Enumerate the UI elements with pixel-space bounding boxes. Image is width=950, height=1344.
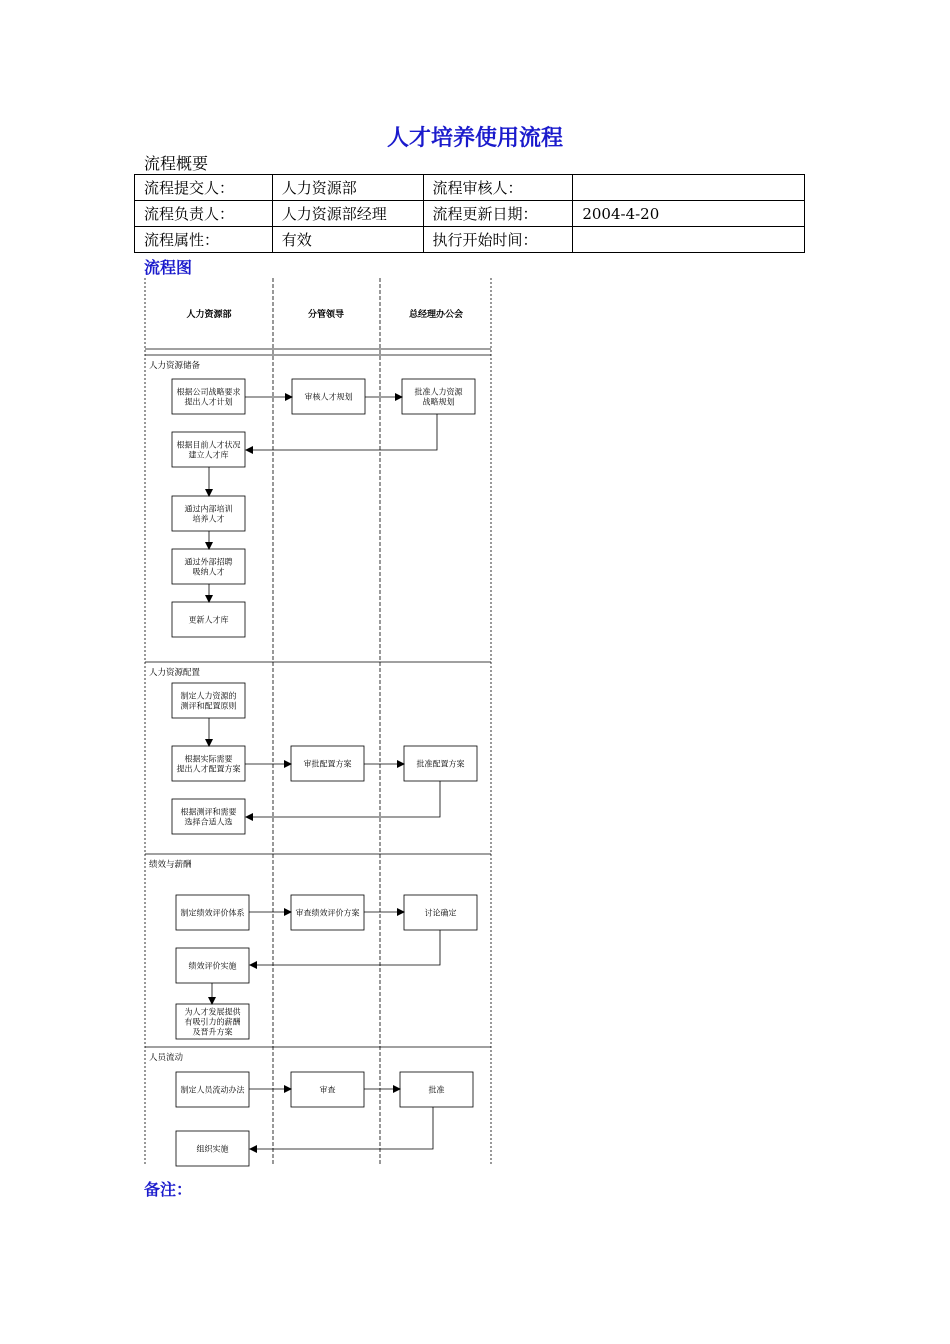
process-box — [172, 746, 245, 781]
section-label: 人力资源配置 — [149, 668, 201, 678]
process-box-text: 通过外部招聘 — [184, 557, 233, 567]
process-box-text: 战略规划 — [422, 397, 455, 407]
process-box — [172, 683, 245, 718]
process-box-text: 吸纳人才 — [192, 567, 225, 577]
process-box — [172, 379, 245, 414]
table-cell: 流程更新日期： — [423, 201, 573, 227]
table-cell: 流程审核人： — [423, 175, 573, 201]
process-box-text: 根据公司战略要求 — [176, 387, 241, 397]
table-cell: 执行开始时间： — [423, 227, 573, 253]
flow-arrow — [250, 1107, 433, 1149]
process-box-text: 绩效评价实施 — [188, 961, 237, 971]
section-label: 人员流动 — [149, 1053, 184, 1063]
process-box-text: 制定人员流动办法 — [180, 1085, 245, 1095]
table-cell: 流程属性： — [135, 227, 273, 253]
table-cell: 2004-4-20 — [573, 201, 805, 227]
process-box-text: 组织实施 — [196, 1144, 229, 1154]
process-box-text: 审批配置方案 — [303, 759, 352, 769]
process-box-text: 及晋升方案 — [192, 1027, 233, 1037]
process-box-text: 根据目前人才状况 — [176, 440, 241, 450]
process-box — [172, 549, 245, 584]
lane-header: 人力资源部 — [186, 310, 232, 320]
section-label: 绩效与薪酬 — [149, 860, 192, 870]
process-box-text: 通过内部培训 — [184, 504, 233, 514]
process-box-text: 为人才发展提供 — [184, 1007, 241, 1017]
process-box-text: 审核人才规划 — [304, 392, 353, 402]
process-box — [172, 799, 245, 834]
lane-header: 总经理办公会 — [408, 310, 464, 320]
process-box-text: 提出人才计划 — [184, 397, 233, 407]
process-box — [172, 432, 245, 467]
section-label: 人力资源储备 — [149, 361, 201, 371]
process-box-text: 更新人才库 — [188, 615, 229, 625]
table-cell: 流程负责人： — [135, 201, 273, 227]
process-box-text: 建立人才库 — [188, 450, 229, 460]
process-box-text: 测评和配置原则 — [180, 701, 237, 711]
process-box-text: 讨论确定 — [424, 908, 457, 918]
process-box-text: 根据实际需要 — [184, 754, 233, 764]
process-box-text: 提出人才配置方案 — [176, 764, 241, 774]
process-box-text: 批准人力资源 — [414, 387, 463, 397]
flow-arrow — [250, 930, 440, 965]
lane-header: 分管领导 — [307, 310, 345, 320]
process-box-text: 制定人力资源的 — [180, 691, 237, 701]
page-title: 人才培养使用流程 — [386, 125, 563, 151]
table-cell: 有效 — [272, 227, 423, 253]
notes-heading: 备注： — [144, 1180, 193, 1199]
process-box-text: 有吸引力的薪酬 — [184, 1017, 241, 1027]
table-cell: 人力资源部 — [272, 175, 423, 201]
process-box-text: 根据测评和需要 — [180, 807, 237, 817]
process-box — [402, 379, 475, 414]
process-box-text: 批准配置方案 — [416, 759, 465, 769]
process-box-text: 制定绩效评价体系 — [180, 908, 245, 918]
table-cell: 流程提交人： — [135, 175, 273, 201]
overview-heading: 流程概要 — [144, 154, 209, 173]
table-cell: 人力资源部经理 — [272, 201, 423, 227]
flow-arrow — [246, 781, 440, 817]
process-box — [172, 496, 245, 531]
process-box-text: 批准 — [428, 1085, 445, 1095]
process-box-text: 审查 — [319, 1085, 336, 1095]
flow-arrow — [246, 414, 437, 450]
process-box-text: 审查绩效评价方案 — [295, 908, 360, 918]
flowchart-heading: 流程图 — [144, 258, 193, 277]
process-box-text: 选择合适人选 — [184, 817, 233, 827]
process-box-text: 培养人才 — [192, 514, 225, 524]
